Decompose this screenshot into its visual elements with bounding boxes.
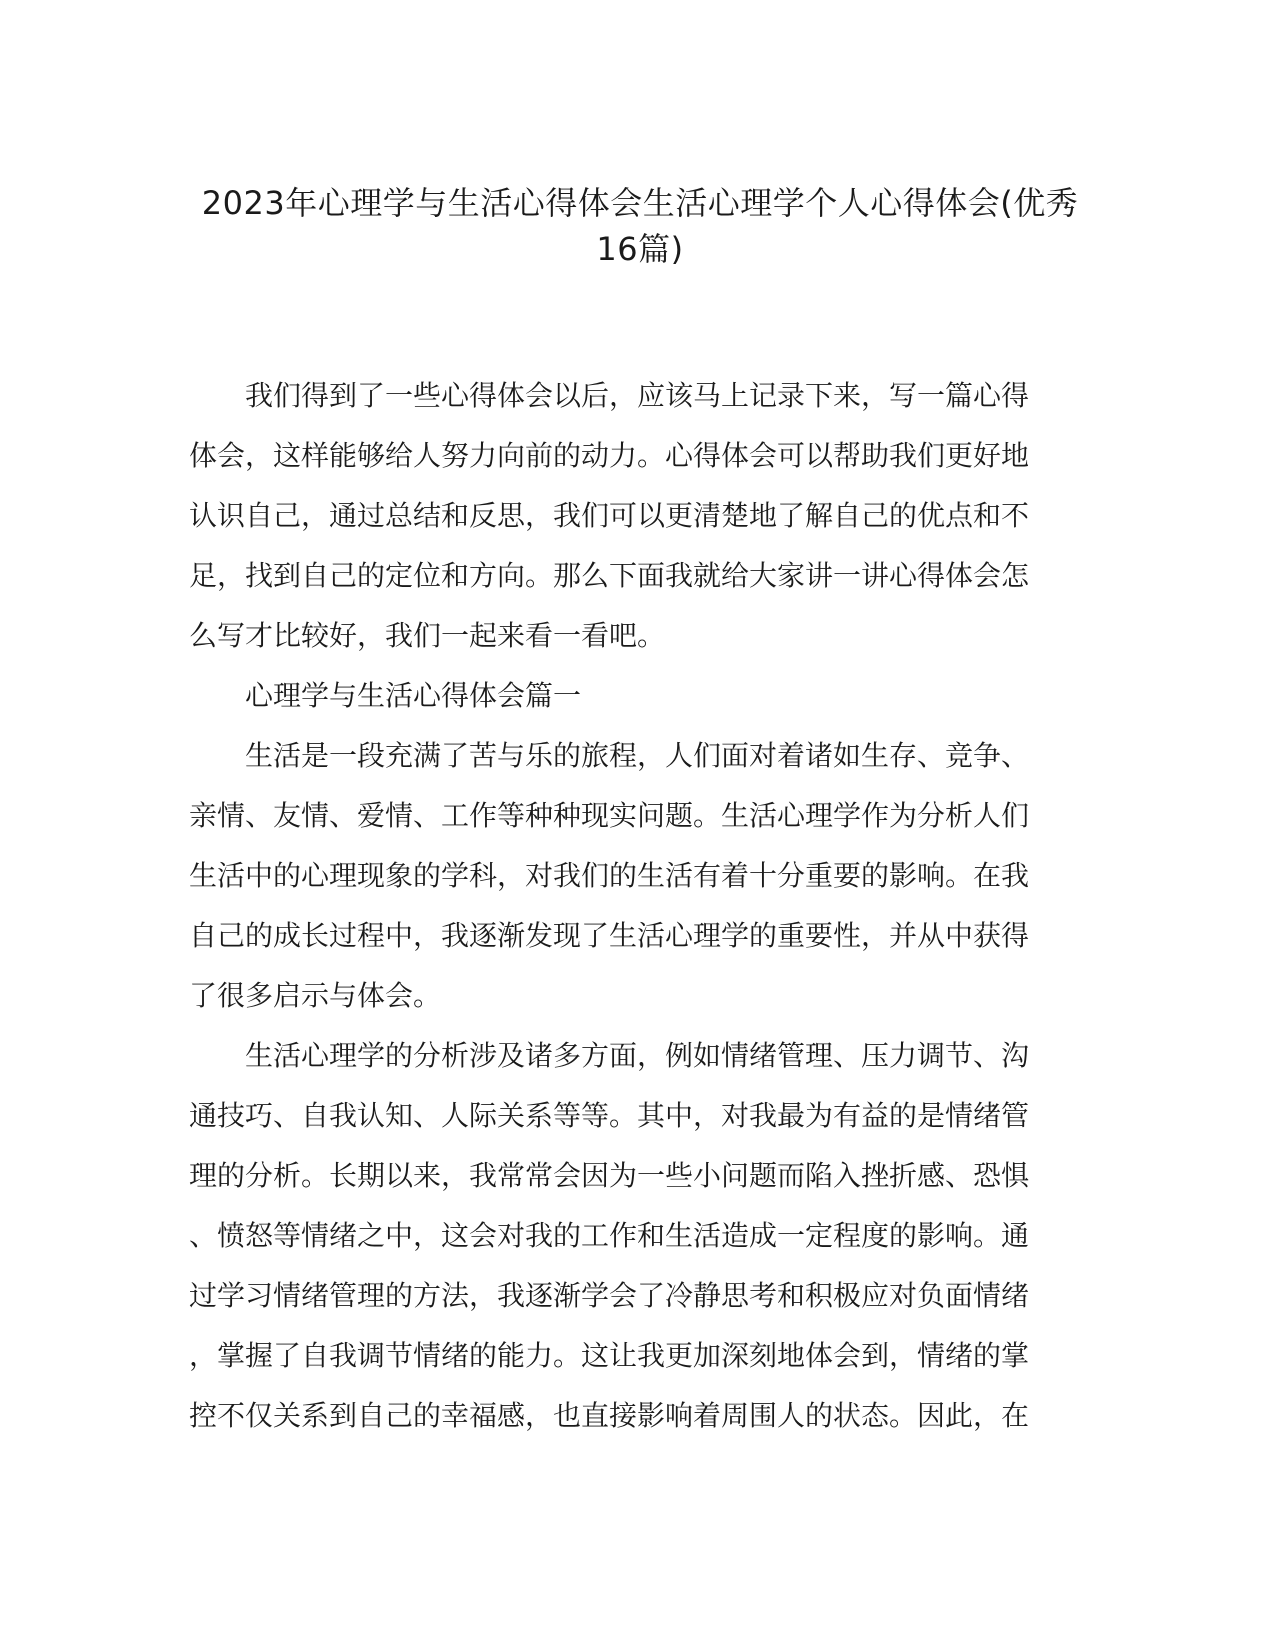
text-line: 自己的成长过程中，我逐渐发现了生活心理学的重要性，并从中获得 — [189, 919, 1030, 952]
text-line: 我们得到了一些心得体会以后，应该马上记录下来，写一篇心得 — [189, 379, 1030, 412]
text-line: 体会，这样能够给人努力向前的动力。心得体会可以帮助我们更好地 — [189, 439, 1030, 472]
text-line: 么写才比较好，我们一起来看一看吧。 — [189, 619, 666, 652]
text-line: 足，找到自己的定位和方向。那么下面我就给大家讲一讲心得体会怎 — [189, 559, 1030, 592]
text-line: 、愤怒等情绪之中，这会对我的工作和生活造成一定程度的影响。通 — [189, 1219, 1030, 1252]
text-line: 生活中的心理现象的学科，对我们的生活有着十分重要的影响。在我 — [189, 859, 1030, 892]
text-line: ，掌握了自我调节情绪的能力。这让我更加深刻地体会到，情绪的掌 — [189, 1339, 1030, 1372]
text-line: 控不仅关系到自己的幸福感，也直接影响着周围人的状态。因此，在 — [189, 1399, 1030, 1432]
document-body — [189, 366, 1069, 1446]
title-line-2: 16篇) — [596, 230, 684, 268]
text-line: 生活心理学的分析涉及诸多方面，例如情绪管理、压力调节、沟 — [189, 1039, 1030, 1072]
text-line: 生活是一段充满了苦与乐的旅程，人们面对着诸如生存、竞争、 — [189, 739, 1030, 772]
text-line: 亲情、友情、爱情、工作等种种现实问题。生活心理学作为分析人们 — [189, 799, 1030, 832]
text-line: 了很多启示与体会。 — [189, 979, 442, 1012]
title-line-1: 2023年心理学与生活心得体会生活心理学个人心得体会(优秀 — [201, 184, 1079, 222]
text-line: 理的分析。长期以来，我常常会因为一些小问题而陷入挫折感、恐惧 — [189, 1159, 1030, 1192]
text-line: 过学习情绪管理的方法，我逐渐学会了冷静思考和积极应对负面情绪 — [189, 1279, 1030, 1312]
section-heading: 心理学与生活心得体会篇一 — [189, 679, 582, 712]
document-title — [180, 180, 1100, 272]
text-line: 认识自己，通过总结和反思，我们可以更清楚地了解自己的优点和不 — [189, 499, 1030, 532]
text-line: 通技巧、自我认知、人际关系等等。其中，对我最为有益的是情绪管 — [189, 1099, 1030, 1132]
